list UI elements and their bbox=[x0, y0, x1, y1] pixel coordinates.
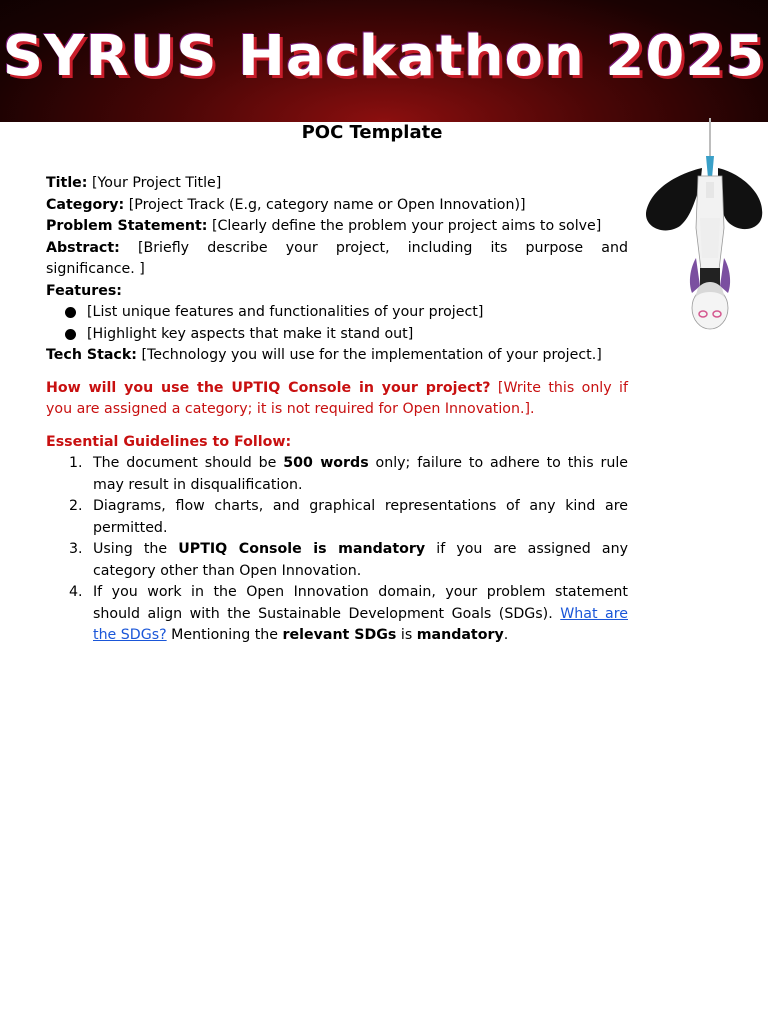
banner-title: SYRUS Hackathon 2025 bbox=[2, 24, 766, 89]
list-item: 4. If you work in the Open Innovation domain, your problem statement should align with the Sustainable Development Goals (SDGs). What are the SDGs? Mentioning the relevant SDGs is mandatory. bbox=[69, 584, 628, 643]
guidelines-heading: Essential Guidelines to Follow: bbox=[46, 433, 292, 450]
bullet-icon bbox=[65, 307, 76, 318]
uptiq-note: you are assigned a category; it is not required for Open Innovation.]. bbox=[46, 401, 535, 417]
tech-stack-field: Tech Stack: [Technology you will use for the implementation of your project.] bbox=[46, 347, 602, 363]
hanging-hero-illustration bbox=[640, 118, 768, 343]
document-heading: POC Template bbox=[301, 122, 443, 143]
abstract-continued: significance. ] bbox=[46, 261, 145, 277]
problem-statement-field: Problem Statement: [Clearly define the problem your project aims to solve] bbox=[46, 218, 602, 234]
features-label: Features: bbox=[46, 282, 122, 299]
category-field: Category: [Project Track (E.g, category name or Open Innovation)] bbox=[46, 196, 526, 213]
sdgs-link[interactable]: What are the SDGs? bbox=[93, 605, 628, 643]
list-item: [Highlight key aspects that make it stand out] bbox=[46, 324, 628, 346]
uptiq-question: How will you use the UPTIQ Console in your project? [Write this only if bbox=[46, 379, 628, 396]
document-body bbox=[46, 173, 628, 647]
bullet-icon bbox=[65, 329, 76, 340]
list-item: [List unique features and functionalities of your project] bbox=[46, 302, 628, 324]
title-field: Title: [Your Project Title] bbox=[46, 175, 222, 191]
list-item: 1. The document should be 500 words only; failure to adhere to this rule may result in disqualification. bbox=[69, 455, 629, 493]
abstract-field: Abstract: [Briefly describe your project, including its purpose and bbox=[46, 239, 628, 256]
header-banner bbox=[0, 0, 768, 122]
list-item: 3. Using the UPTIQ Console is mandatory if you are assigned any category other than Open Innovation. bbox=[69, 541, 628, 579]
list-item: 2. Diagrams, flow charts, and graphical representations of any kind are permitted. bbox=[69, 498, 628, 536]
features-list bbox=[46, 302, 628, 345]
guidelines-list bbox=[46, 453, 628, 647]
